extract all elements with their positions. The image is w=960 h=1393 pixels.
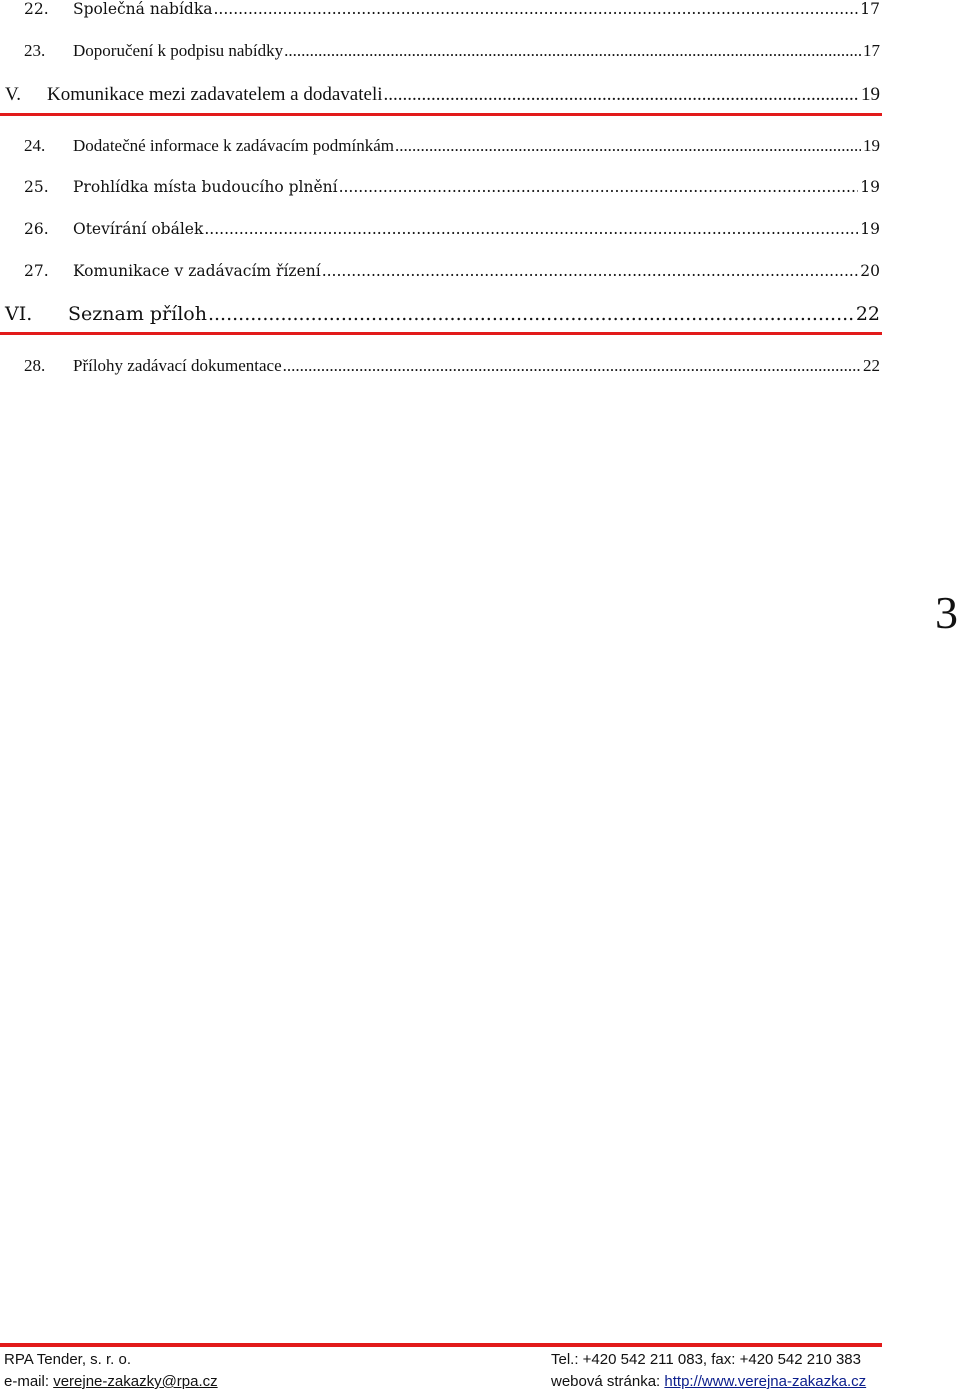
- toc-entry-24[interactable]: [0, 136, 880, 156]
- toc-leader-dots: [395, 136, 861, 156]
- toc-entry-title: Komunikace mezi zadavatelem a dodavateli: [47, 84, 383, 105]
- toc-entry-23[interactable]: [0, 41, 880, 61]
- toc-entry-page: 22: [863, 356, 880, 375]
- toc-entry-section-vi[interactable]: [0, 303, 880, 325]
- footer-web-label: webová stránka:: [551, 1373, 665, 1390]
- toc-entry-page: 20: [860, 262, 880, 280]
- toc-leader-dots: [214, 0, 859, 18]
- toc-entry-title: Prohlídka místa budoucího plnění: [73, 178, 338, 196]
- toc-leader-dots: [384, 84, 859, 106]
- toc-leader-dots: [339, 178, 859, 196]
- toc-entry-number: 27.: [24, 262, 49, 280]
- footer-email-link[interactable]: verejne-zakazky@rpa.cz: [53, 1373, 218, 1390]
- page-number: 3: [935, 587, 958, 638]
- footer-phone: Tel.: +420 542 211 083, fax: +420 542 210 383: [551, 1351, 861, 1368]
- toc-entry-title: Společná nabídka: [73, 0, 213, 18]
- toc-entry-title: Přílohy zadávací dokumentace: [73, 356, 282, 375]
- footer-web-link[interactable]: http://www.verejna-zakazka.cz: [664, 1373, 867, 1390]
- toc-entry-number: 23.: [24, 41, 46, 60]
- footer-company: RPA Tender, s. r. o.: [4, 1351, 132, 1368]
- toc-entry-27[interactable]: [0, 262, 880, 280]
- toc-entry-number: 24.: [24, 136, 46, 155]
- section-underline: [0, 332, 882, 335]
- toc-entry-number: 25.: [24, 178, 49, 196]
- toc-entry-page: 17: [863, 41, 880, 60]
- toc-entry-page: 17: [860, 0, 880, 18]
- toc-entry-page: 22: [855, 303, 880, 325]
- section-underline: [0, 113, 882, 116]
- toc-entry-page: 19: [860, 178, 880, 196]
- footer-email-label: e-mail:: [4, 1373, 54, 1390]
- toc-entry-number: 22.: [24, 0, 49, 18]
- toc-entry-page: 19: [861, 84, 880, 105]
- footer-email-block: [4, 1373, 218, 1390]
- toc-entry-25[interactable]: [0, 178, 880, 196]
- toc-entry-section-v[interactable]: [0, 84, 880, 106]
- toc-leader-dots: [283, 356, 861, 376]
- toc-entry-number: VI.: [5, 303, 33, 325]
- toc-leader-dots: [208, 303, 854, 325]
- toc-entry-title: Otevírání obálek: [73, 220, 204, 238]
- toc-leader-dots: [322, 262, 859, 280]
- toc-entry-title: Komunikace v zadávacím řízení: [73, 262, 321, 280]
- toc-entry-26[interactable]: [0, 220, 880, 238]
- footer-web-block: [551, 1373, 866, 1390]
- toc-entry-22[interactable]: [0, 0, 880, 18]
- footer-divider: [0, 1343, 882, 1347]
- toc-entry-28[interactable]: [0, 356, 880, 376]
- toc-leader-dots: [284, 41, 861, 61]
- toc-entry-number: V.: [5, 84, 22, 105]
- toc-entry-title: Doporučení k podpisu nabídky: [73, 41, 284, 60]
- toc-entry-page: 19: [860, 220, 880, 238]
- toc-entry-title: Seznam příloh: [68, 303, 207, 325]
- toc-entry-page: 19: [863, 136, 880, 155]
- toc-entry-number: 28.: [24, 356, 46, 375]
- toc-leader-dots: [204, 220, 858, 238]
- toc-entry-title: Dodatečné informace k zadávacím podmínkám: [73, 136, 394, 155]
- toc-entry-number: 26.: [24, 220, 49, 238]
